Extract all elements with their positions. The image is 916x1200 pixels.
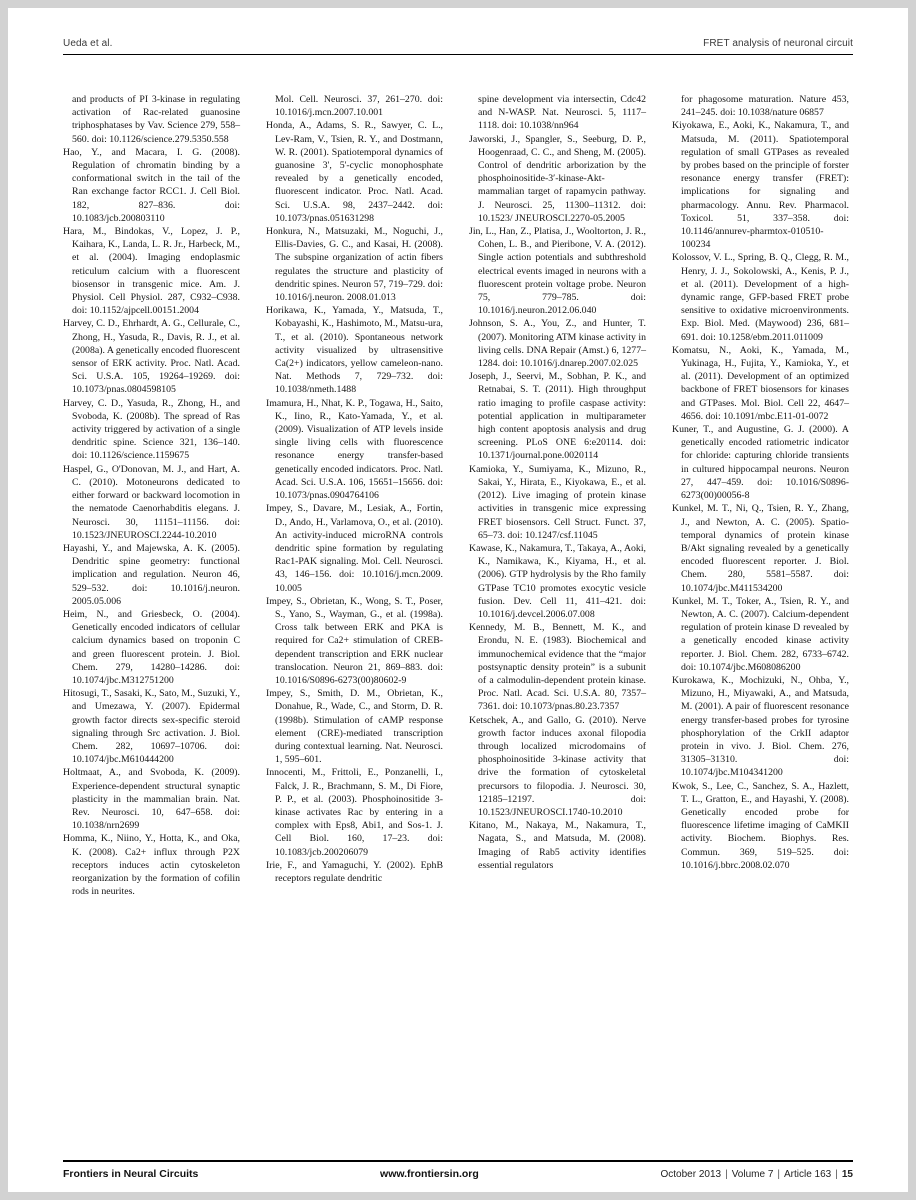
- reference-item: Johnson, S. A., You, Z., and Hunter, T. (2007). Monitoring ATM kinase activity in living cells. DNA Repair (Amst.) 6, 1277–1284. doi: 10.1016/j.dnarep.2007.02.025: [469, 318, 646, 370]
- reference-item: Hitosugi, T., Sasaki, K., Sato, M., Suzuki, Y., and Umezawa, Y. (2007). Epidermal growth factor directs sex-specific steroid signaling through Src activation. J. Biol. Chem. 282, 10697–10706. doi: 10.1074/jbc.M610444200: [63, 688, 240, 766]
- references-column-1: [63, 93, 240, 1160]
- reference-item: Harvey, C. D., Yasuda, R., Zhong, H., and Svoboda, K. (2008b). The spread of Ras activity triggered by activation of a single dendritic spine. Science 321, 136–140. doi: 10.1126/science.1159675: [63, 397, 240, 462]
- reference-item: Hayashi, Y., and Majewska, A. K. (2005). Dendritic spine geometry: functional implication and regulation. Neuron 46, 529–532. doi: 10.1016/j.neuron. 2005.05.006: [63, 542, 240, 607]
- footer-rule: [63, 1160, 853, 1162]
- reference-item: Kawase, K., Nakamura, T., Takaya, A., Aoki, K., Namikawa, K., Kiyama, H., et al. (2006). GTP hydrolysis by the Rho family GTPase TC10 promotes exocytic vesicle fusion. Dev. Cell 11, 411–421. doi: 10.1016/j.devcel.2006.07.008: [469, 542, 646, 620]
- reference-item: and products of PI 3-kinase in regulating activation of Rac-related guanosine triphosphatases by Vav. Science 279, 558–560. doi: 10.1126/science.279.5350.558: [72, 94, 240, 145]
- reference-item: Kolossov, V. L., Spring, B. Q., Clegg, R. M., Henry, J. J., Sokolowski, A., Kenis, P. J., et al. (2011). Development of a high-dynamic range, GFP-based FRET probe sensitive to oxidative microenvironments. Exp. Biol. Med. (Maywood) 236, 681–691. doi: 10.1258/ebm.2011.011009: [672, 252, 849, 343]
- reference-item: Jin, L., Han, Z., Platisa, J., Wooltorton, J. R., Cohen, L. B., and Pieribone, V. A. (2012). Single action potentials and subthreshold electrical events imaged in neurons with a fluorescent protein voltage probe. Neuron 75, 779–785. doi: 10.1016/j.neuron.2012.06.040: [469, 226, 646, 317]
- reference-item: Kwok, S., Lee, C., Sanchez, S. A., Hazlett, T. L., Gratton, E., and Hayashi, Y. (2008). Genetically encoded probe for fluorescence lifetime imaging of CaMKII activity. Biochem. Biophys. Res. Commun. 369, 519–525. doi: 10.1016/j.bbrc.2008.02.070: [672, 780, 849, 871]
- reference-item: spine development via intersectin, Cdc42 and N-WASP. Nat. Neurosci. 5, 1117–1118. doi: 10.1038/nn964: [478, 94, 646, 132]
- footer-article: Article 163: [784, 1169, 832, 1180]
- reference-item: Joseph, J., Seervi, M., Sobhan, P. K., and Retnabai, S. T. (2011). High throughput ratio imaging to profile caspase activity: potential application in multiparameter high content apoptosis analysis and drug screening. PLoS ONE 6:e20114. doi: 10.1371/journal.pone.0020114: [469, 371, 646, 462]
- reference-item: Kuner, T., and Augustine, G. J. (2000). A genetically encoded ratiometric indicator for chloride: capturing chloride transients in cultured hippocampal neurons. Neuron 27, 447–459. doi: 10.1016/S0896-6273(00)00056-8: [672, 424, 849, 502]
- references-column-2: [266, 93, 443, 1160]
- running-head-title: FRET analysis of neuronal circuit: [703, 38, 853, 49]
- reference-item: Holtmaat, A., and Svoboda, K. (2009). Experience-dependent structural synaptic plasticity in the mammalian brain. Nat. Rev. Neurosci. 10, 647–658. doi: 10.1038/nrn2699: [63, 767, 240, 832]
- footer-separator: |: [835, 1169, 838, 1180]
- reference-item: Honkura, N., Matsuzaki, M., Noguchi, J., Ellis-Davies, G. C., and Kasai, H. (2008). The subspine organization of actin fibers regulates the structure and plasticity of dendritic spines. Neuron 57, 719–729. doi: 10.1016/j.neuron. 2008.01.013: [266, 226, 443, 304]
- reference-item: Jaworski, J., Spangler, S., Seeburg, D. P., Hoogenraad, C. C., and Sheng, M. (2005). Control of dendritic arborization by the phosphoinositide-3′-kinase-Akt-mammalian target of rapamycin pathway. J. Neurosci. 25, 11300–11312. doi: 10.1523/ JNEUROSCI.2270-05.2005: [469, 133, 646, 224]
- reference-item: Kunkel, M. T., Ni, Q., Tsien, R. Y., Zhang, J., and Newton, A. C. (2005). Spatio-temporal dynamics of protein kinase B/Akt signaling revealed by a genetically encoded fluorescent reporter. J. Biol. Chem. 280, 5581–5587. doi: 10.1074/jbc.M411534200: [672, 503, 849, 594]
- reference-item: Haspel, G., O'Donovan, M. J., and Hart, A. C. (2010). Motoneurons dedicated to either forward or backward locomotion in the nematode Caenorhabditis elegans. J. Neurosci. 30, 11151–11156. doi: 10.1523/JNEUROSCI.2244-10.2010: [63, 463, 240, 541]
- reference-item: Heim, N., and Griesbeck, O. (2004). Genetically encoded indicators of cellular calcium dynamics based on troponin C and green fluorescent protein. J. Biol. Chem. 279, 14280–14286. doi: 10.1074/jbc.M312751200: [63, 608, 240, 686]
- footer-date: October 2013: [660, 1169, 722, 1180]
- reference-item: Horikawa, K., Yamada, Y., Matsuda, T., Kobayashi, K., Hashimoto, M., Matsu-ura, T., et al. (2010). Spontaneous network activity visualized by ultrasensitive Ca(2+) indicators, yellow cameleon-nano. Nat. Methods 7, 729–732. doi: 10.1038/nmeth.1488: [266, 305, 443, 396]
- footer-citation-info: [660, 1169, 853, 1180]
- reference-item: Innocenti, M., Frittoli, E., Ponzanelli, I., Falck, J. R., Brachmann, S. M., Di Fiore, P. P., et al. (2003). Phosphoinositide 3-kinase activates Rac by entering in a complex with Eps8, Abi1, and Sos-1. J. Cell Biol. 160, 17–23. doi: 10.1083/jcb.200206079: [266, 767, 443, 858]
- reference-item: Komatsu, N., Aoki, K., Yamada, M., Yukinaga, H., Fujita, Y., Kamioka, Y., et al. (2011). Development of an optimized backbone of FRET biosensors for kinases and GTPases. Mol. Biol. Cell 22, 4647–4656. doi: 10.1091/mbc.E11-01-0072: [672, 344, 849, 422]
- reference-item: Homma, K., Niino, Y., Hotta, K., and Oka, K. (2008). Ca2+ influx through P2X receptors induces actin cytoskeleton reorganization by the formation of cofilin rods in neurites.: [63, 833, 240, 898]
- reference-item: for phagosome maturation. Nature 453, 241–245. doi: 10.1038/nature 06857: [681, 94, 849, 119]
- reference-item: Harvey, C. D., Ehrhardt, A. G., Cellurale, C., Zhong, H., Yasuda, R., Davis, R. J., et al. (2008a). A genetically encoded fluorescent sensor of ERK activity. Proc. Natl. Acad. Sci. U.S.A. 105, 19264–19269. doi: 10.1073/pnas.0804598105: [63, 318, 240, 396]
- footer-journal-name: Frontiers in Neural Circuits: [63, 1168, 199, 1180]
- footer-separator: |: [725, 1169, 728, 1180]
- paper-page: [8, 8, 908, 1192]
- references-column-4: [672, 93, 849, 1160]
- footer-website-link[interactable]: www.frontiersin.org: [380, 1168, 479, 1180]
- page-footer: [63, 1160, 853, 1180]
- reference-item: Hao, Y., and Macara, I. G. (2008). Regulation of chromatin binding by a conformational switch in the tail of the Ran exchange factor RCC1. J. Cell Biol. 182, 827–836. doi: 10.1083/jcb.200803110: [63, 146, 240, 224]
- footer-page-number: 15: [841, 1169, 853, 1180]
- reference-item: Kennedy, M. B., Bennett, M. K., and Erondu, N. E. (1983). Biochemical and immunochemical evidence that the “major postsynaptic density protein” is a subunit of a calmodulin-dependent protein kinase. Proc. Natl. Acad. Sci. U.S.A. 80, 7357–7361. doi: 10.1073/pnas.80.23.7357: [469, 622, 646, 713]
- footer-separator: |: [777, 1169, 780, 1180]
- reference-item: Kunkel, M. T., Toker, A., Tsien, R. Y., and Newton, A. C. (2007). Calcium-dependent regulation of protein kinase D revealed by a genetically encoded kinase activity reporter. J. Biol. Chem. 282, 6733–6742. doi: 10.1074/jbc.M608086200: [672, 595, 849, 673]
- reference-item: Kiyokawa, E., Aoki, K., Nakamura, T., and Matsuda, M. (2011). Spatiotemporal regulation of small GTPases as revealed by probes based on the principle of forster resonance energy transfer (FRET): implications for signaling and pharmacology. Annu. Rev. Pharmacol. Toxicol. 51, 337–358. doi: 10.1146/annurev-pharmtox-010510-100234: [672, 120, 849, 251]
- footer-volume: Volume 7: [731, 1169, 774, 1180]
- reference-item: Impey, S., Davare, M., Lesiak, A., Fortin, D., Ando, H., Varlamova, O., et al. (2010). An activity-induced microRNA controls dendritic spine formation by regulating Rac1-PAK signaling. Mol. Cell. Neurosci. 43, 146–156. doi: 10.1016/j.mcn.2009. 10.005: [266, 503, 443, 594]
- references-section: [63, 55, 853, 1160]
- reference-item: Impey, S., Smith, D. M., Obrietan, K., Donahue, R., Wade, C., and Storm, D. R. (1998b). Stimulation of cAMP response element (CRE)-mediated transcription during contextual learning. Nat. Neurosci. 1, 595–601.: [266, 688, 443, 766]
- references-column-3: [469, 93, 646, 1160]
- reference-item: Kurokawa, K., Mochizuki, N., Ohba, Y., Mizuno, H., Miyawaki, A., and Matsuda, M. (2001). A pair of fluorescent resonance energy transfer-based probes for tyrosine phosphorylation of the CrkII adaptor protein in vivo. J. Biol. Chem. 276, 31305–31310. doi: 10.1074/jbc.M104341200: [672, 674, 849, 779]
- reference-item: Irie, F., and Yamaguchi, Y. (2002). EphB receptors regulate dendritic: [266, 859, 443, 884]
- running-head-authors: Ueda et al.: [63, 38, 113, 49]
- footer-row: [63, 1168, 853, 1180]
- running-head: [63, 8, 853, 49]
- reference-item: Ketschek, A., and Gallo, G. (2010). Nerve growth factor induces axonal filopodia through localized microdomains of phosphoinositide 3-kinase activity that drive the formation of cytoskeletal precursors to filopodia. J. Neurosci. 30, 12185–12197. doi: 10.1523/JNEUROSCI.1740-10.2010: [469, 714, 646, 818]
- reference-item: Honda, A., Adams, S. R., Sawyer, C. L., Lev-Ram, V., Tsien, R. Y., and Dostmann, W. R. (2001). Spatiotemporal dynamics of guanosine 3', 5'-cyclic monophosphate revealed by a genetically encoded, fluorescent indicator. Proc. Natl. Acad. Sci. U.S.A. 98, 2437–2442. doi: 10.1073/pnas.051631298: [266, 120, 443, 224]
- reference-item: Mol. Cell. Neurosci. 37, 261–270. doi: 10.1016/j.mcn.2007.10.001: [275, 94, 443, 119]
- reference-item: Kitano, M., Nakaya, M., Nakamura, T., Nagata, S., and Matsuda, M. (2008). Imaging of Rab5 activity identifies essential regulators: [469, 820, 646, 871]
- reference-item: Hara, M., Bindokas, V., Lopez, J. P., Kaihara, K., Landa, L. R. Jr., Harbeck, M., et al. (2004). Imaging endoplasmic reticulum calcium with a fluorescent biosensor in transgenic mice. Am. J. Physiol. Cell Physiol. 287, C932–C938. doi: 10.1152/ajpcell.00151.2004: [63, 226, 240, 317]
- reference-item: Imamura, H., Nhat, K. P., Togawa, H., Saito, K., Iino, R., Kato-Yamada, Y., et al. (2009). Visualization of ATP levels inside single living cells with fluorescence resonance energy transfer-based genetically encoded indicators. Proc. Natl. Acad. Sci. U.S.A. 106, 15651–15656. doi: 10.1073/pnas.0904764106: [266, 397, 443, 502]
- reference-item: Kamioka, Y., Sumiyama, K., Mizuno, R., Sakai, Y., Hirata, E., Kiyokawa, E., et al. (2012). Live imaging of protein kinase activities in transgenic mice expressing FRET biosensors. Cell Struct. Funct. 37, 65–73. doi: 10.1247/csf.11045: [469, 463, 646, 541]
- reference-item: Impey, S., Obrietan, K., Wong, S. T., Poser, S., Yano, S., Wayman, G., et al. (1998a). Cross talk between ERK and PKA is required for Ca2+ stimulation of CREB-dependent transcription and ERK nuclear translocation. Neuron 21, 869–883. doi: 10.1016/S0896-6273(00)80602-9: [266, 595, 443, 686]
